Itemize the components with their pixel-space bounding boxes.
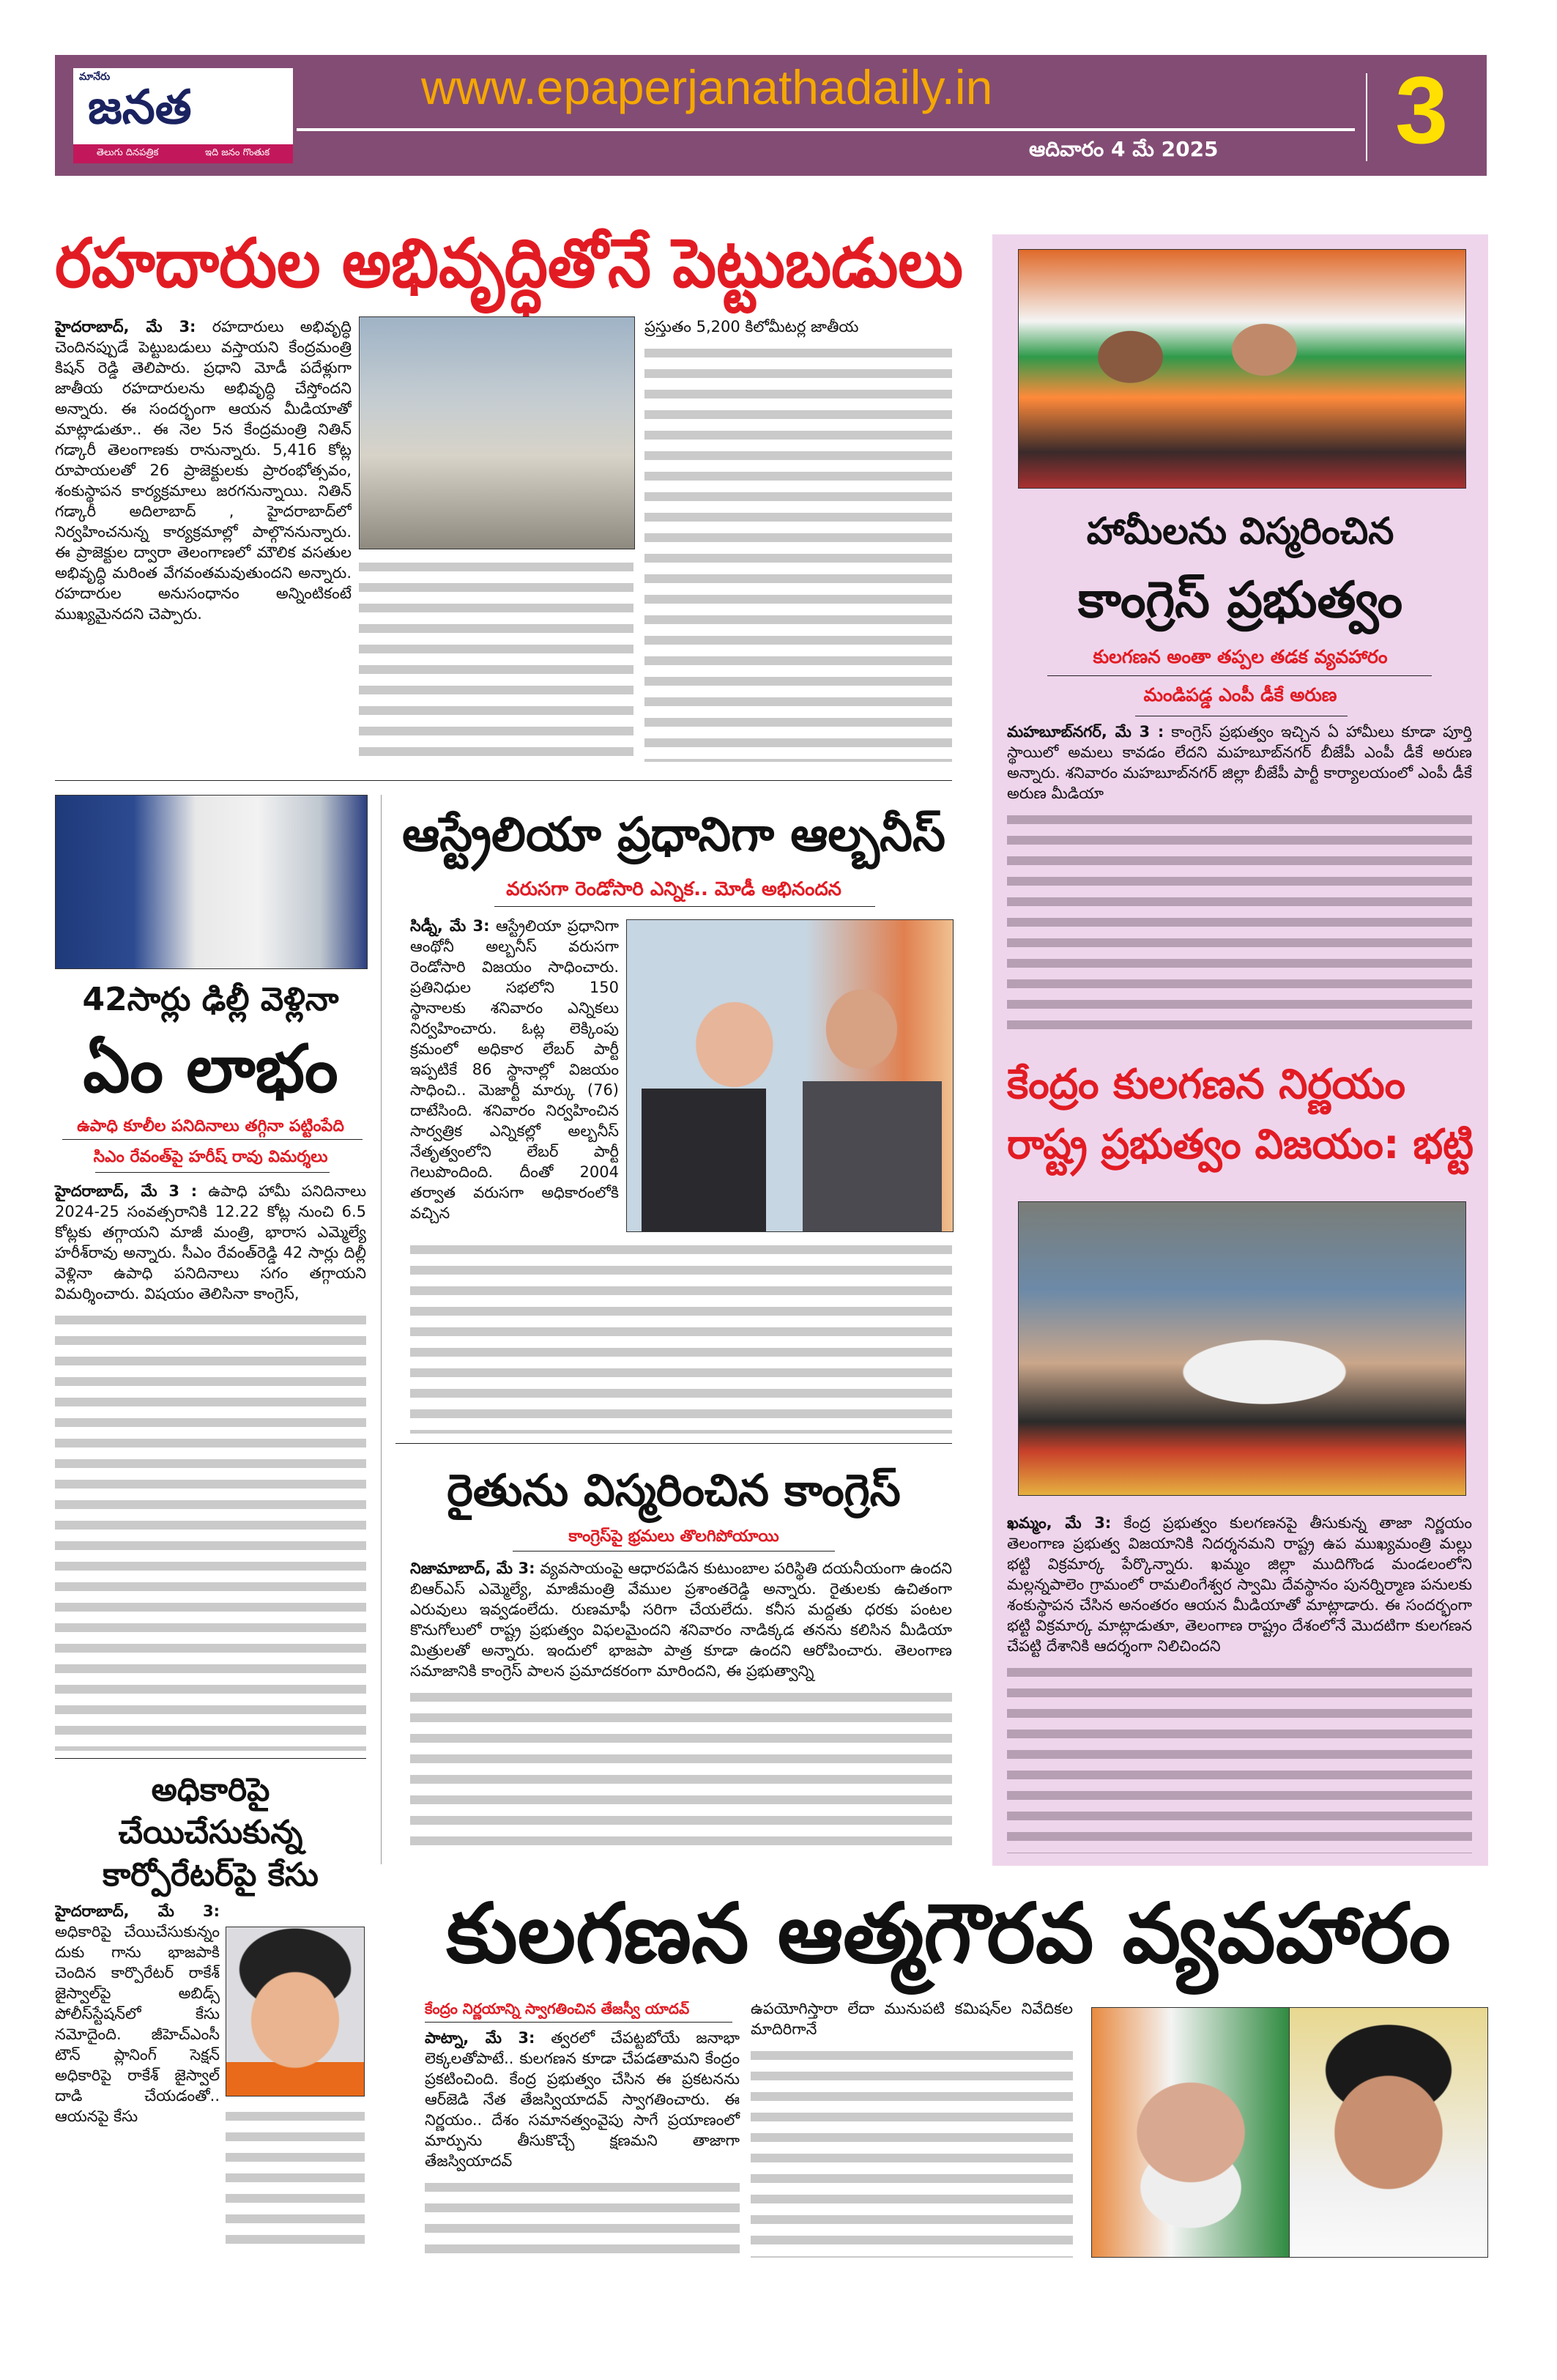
article-census-continued bbox=[425, 2177, 740, 2258]
headline-line: కేంద్రం కులగణన నిర్ణయం bbox=[1007, 1061, 1406, 1108]
divider bbox=[513, 1551, 835, 1552]
article-text: ఉపాధి హామీ పనిదినాలు 2024-25 సంవత్సరానికి 12.22 కోట్ల నుంచి 6.5 కోట్లకు తగ్గాయని మాజీ మంత్రి, భారాస ఎమ్మెల్యే హరీశ్‌రావు అన్నారు. సీఎం రేవంత్‌రెడ్డి 42 సార్లు దిల్లీ వెళ్లినా ఉపాధి పనిదినాలు సగం తగ్గాయని విమర్శించారు. విషయం తెలిసినా కాంగ్రెస్, bbox=[55, 1182, 366, 1302]
headline-text: రహదారుల అభివృద్ధితోనే పెట్టుబడులు bbox=[55, 224, 964, 303]
subhead-harish-2 bbox=[55, 1146, 366, 1168]
article-corporator-continued bbox=[226, 2106, 365, 2253]
divider bbox=[55, 1758, 366, 1759]
headline-harish bbox=[55, 1026, 366, 1113]
article-text: కాంగ్రెస్ ప్రభుత్వం ఇచ్చిన ఏ హామీలు కూడా పూర్తి స్థాయిలో అమలు కావడం లేదని మహబూబ్‌నగర్ బీజేపీ ఎంపీ డీకే అరుణ అన్నారు. శనివారం మహబూబ్‌నగర్ జిల్లా బీజేపీ పార్టీ కార్యాలయంలో ఎంపీ డీకే అరుణ మీడియా bbox=[1007, 723, 1472, 802]
article-text: అధికారిపై చేయిచేసుకున్నం దుకు గాను భాజపాకి చెందిన కార్పొరేటర్ రాకేశ్ జైస్వాల్‌పై అబిడ్స్ పోలీస్‌స్టేషన్‌లో కేసు నమోదైంది. జీహెచ్‌ఎంసీ టౌన్ ప్లానింగ్ సెక్షన్ అధికారిపై రాకేశ్ జైస్వాల్ దాడి చేయడంతో.. ఆయనపై కేసు bbox=[55, 1923, 220, 2125]
photo-dk-aruna-press-meet bbox=[1018, 249, 1466, 489]
photo-tejashwi-yadav bbox=[1289, 2007, 1488, 2258]
kicker-text: 42సార్లు ఢిల్లీ వెళ్లినా bbox=[82, 981, 339, 1018]
headline-text: ఆస్ట్రేలియా ప్రధానిగా ఆల్బనీస్ bbox=[402, 808, 945, 862]
dateline: హైదరాబాద్, మే 3: bbox=[55, 318, 196, 336]
article-roads-column3 bbox=[644, 343, 952, 762]
divider bbox=[1047, 675, 1432, 676]
article-text: రహదారులు అభివృద్ధి చెందినప్పుడే పెట్టుబడులు వస్తాయని కేంద్రమంత్రి కిషన్ రెడ్డి తెలిపారు. ప్రధాని మోడీ పదేళ్లుగా జాతీయ రహదారులను అభివృద్ధి చేస్తోందని అన్నారు. ఈ సందర్భంగా ఆయన మీడియాతో మాట్లాడుతూ.. ఈ నెల 5న కేంద్రమంత్రి నితిన్ గడ్కారీ తెలంగాణకు రానున్నారు. 5,416 కోట్ల రూపాయలతో 26 ప్రాజెక్టులకు ప్రారంభోత్సవం, శంకుస్థాపన కార్యక్రమాలు జరగనున్నాయి. నితిన్ గడ్కారీ అదిలాబాద్ , హైదరాబాద్‌లో నిర్వహించనున్న కార్యక్రమాల్లో పాల్గొననున్నారు. ఈ ప్రాజెక్టుల ద్వారా తెలంగాణలో మౌలిక వసతుల అభివృద్ధి మరింత వేగవంతమవుతుందని అన్నారు. రహదారుల అనుసంధానం అన్నింటికంటే ముఖ్యమైనదని చెప్పారు. bbox=[55, 318, 352, 623]
headline-text: హామీలను విస్మరించిన bbox=[1086, 510, 1394, 552]
article-harish-body bbox=[55, 1181, 366, 1304]
logo-tagline-band bbox=[73, 144, 293, 163]
divider bbox=[494, 906, 875, 907]
subhead-farmers bbox=[395, 1526, 952, 1548]
article-text: ఆస్ట్రేలియా ప్రధానిగా ఆంథోనీ అల్బనీస్ వరుసగా రెండోసారి విజయం సాధించారు. ప్రతినిధుల సభలోని 150 స్థానాలకు శనివారం ఎన్నికలు నిర్వహించారు. ఓట్ల లెక్కింపు క్రమంలో అధికార లేబర్ పార్టీ ఇప్పటికే 86 స్థానాల్లో విజయం సాధించి.. మెజార్టీ మార్కు (76) దాటేసింది. శనివారం నిర్వహించిన సార్వత్రిక ఎన్నికల్లో అల్బనీస్ నేతృత్వంలోని లేబర్ పార్టీ గెలుపొందింది. దీంతో 2004 తర్వాత వరుసగా అధికారంలోకి వచ్చిన bbox=[410, 917, 619, 1222]
article-bhatti-continued bbox=[1007, 1662, 1472, 1853]
photo-kishan-reddy-walk bbox=[359, 316, 635, 549]
newspaper-logo bbox=[73, 68, 293, 163]
article-bhatti-body bbox=[1007, 1513, 1472, 1656]
dateline: సిడ్నీ, మే 3: bbox=[410, 917, 490, 935]
headline-line: రాష్ట్ర ప్రభుత్వం విజయం: భట్టి bbox=[1007, 1121, 1474, 1168]
masthead-divider bbox=[297, 128, 1355, 131]
subhead-text: కులగణన అంతా తప్పల తడక వ్యవహారం bbox=[1093, 646, 1388, 667]
article-australia-continued bbox=[410, 1239, 952, 1434]
article-roads-column2 bbox=[359, 557, 633, 762]
subhead-harish-1 bbox=[55, 1116, 366, 1138]
albanese-suit bbox=[642, 1089, 766, 1232]
headline-dkaruna-1 bbox=[1007, 505, 1474, 557]
subhead-text: కేంద్రం నిర్ణయాన్ని స్వాగతించిన తేజస్వీ యాదవ్ bbox=[425, 2000, 690, 2017]
page-number: 3 bbox=[1395, 56, 1449, 163]
column-divider bbox=[381, 795, 382, 1864]
masthead-vertical-divider bbox=[1366, 73, 1367, 161]
dateline: ఖమ్మం, మే 3: bbox=[1007, 1514, 1112, 1532]
headline-dkaruna-2 bbox=[1007, 564, 1474, 637]
kicker-harish bbox=[55, 978, 366, 1022]
photo-rakesh-jaiswal bbox=[226, 1927, 365, 2097]
photo-modi bbox=[1091, 2007, 1290, 2258]
subhead-caste-census bbox=[425, 1998, 732, 2019]
dateline: పాట్నా, మే 3: bbox=[425, 2029, 535, 2047]
article-dkaruna-continued bbox=[1007, 809, 1472, 1037]
dateline: నిజామాబాద్, మే 3: bbox=[410, 1560, 535, 1577]
article-text: వ్యవసాయంపై ఆధారపడిన కుటుంబాల పరిస్థితి దయనీయంగా ఉందని బిఆర్ఎస్ ఎమ్మెల్యే, మాజీమంత్రి వేముల ప్రశాంతరెడ్డి అన్నారు. రైతులకు ఉచితంగా ఎరువులు ఇవ్వడంలేదు. రుణమాఫీ సరిగా చేయలేదు. కనీస మద్దతు ధరకు పంటల కొనుగోలులో రాష్ట్ర ప్రభుత్వం విఫలమైందని శనివారం నాడిక్కడ తనను కలిసిన మీడియా మిత్రులతో అన్నారు. ఇందులో భాజపా పాత్ర కూడా ఉందని ఆరోపించారు. తెలంగాణ సమాజానికి కాంగ్రెస్ పాలన ప్రమాదకరంగా మారిందని, ఈ ప్రభుత్వాన్ని bbox=[410, 1560, 953, 1680]
headline-text: ఏం లాభం bbox=[83, 1031, 338, 1108]
logo-name: జనత bbox=[88, 81, 192, 135]
subhead-text: సిఎం రేవంత్‌పై హరీష్ రావు విమర్శలు bbox=[93, 1148, 328, 1166]
headline-australia bbox=[395, 798, 952, 872]
article-corporator-body bbox=[55, 1901, 220, 2260]
headline-caste-census bbox=[410, 1879, 1487, 1989]
section-divider bbox=[55, 780, 952, 781]
masthead bbox=[55, 55, 1487, 176]
subhead-dkaruna-1 bbox=[1007, 645, 1474, 670]
logo-tag-right: ఇది జనం గొంతుక bbox=[205, 147, 270, 158]
article-australia-body bbox=[410, 916, 619, 1231]
modi-vest bbox=[803, 1081, 942, 1232]
headline-line: కార్పోరేటర్‌పై కేసు bbox=[103, 1856, 319, 1894]
headline-text: కులగణన ఆత్మగౌరవ వ్యవహారం bbox=[446, 1886, 1451, 1982]
dateline: మహబూబ్‌నగర్, మే 3 : bbox=[1007, 723, 1164, 741]
article-dkaruna-body bbox=[1007, 722, 1472, 804]
issue-date: ఆదివారం 4 మే 2025 bbox=[1029, 137, 1219, 161]
headline-line: అధికారిపై bbox=[151, 1771, 270, 1809]
subhead-text: ఉపాధి కూలీల పనిదినాలు తగ్గినా పట్టింపేది bbox=[77, 1117, 344, 1135]
article-census-body bbox=[425, 2028, 740, 2171]
divider bbox=[62, 1139, 363, 1140]
website-url[interactable]: www.epaperjanathadaily.in bbox=[421, 60, 993, 114]
subhead-text: మండిపడ్డ ఎంపీ డీకే అరుణ bbox=[1143, 684, 1337, 705]
subhead-text: వరుసగా రెండోసారి ఎన్నిక.. మోడీ అభినందన bbox=[506, 878, 841, 900]
subhead-dkaruna-2 bbox=[1007, 683, 1474, 708]
subhead-text: కాంగ్రెస్‌పై భ్రమలు తొలగిపోయాయి bbox=[568, 1527, 779, 1546]
divider bbox=[425, 2022, 732, 2023]
headline-text: కాంగ్రెస్ ప్రభుత్వం bbox=[1077, 571, 1403, 629]
headline-corporator bbox=[55, 1769, 366, 1897]
article-census-column2 bbox=[751, 2045, 1073, 2258]
logo-tag-left: తెలుగు దినపత్రిక bbox=[96, 147, 159, 158]
headline-line: చేయిచేసుకున్న bbox=[118, 1814, 303, 1851]
article-harish-continued bbox=[55, 1310, 366, 1751]
photo-harish-rao bbox=[55, 795, 368, 969]
logo-top-text: మానేరు bbox=[79, 71, 111, 83]
headline-bhatti bbox=[1007, 1055, 1474, 1175]
headline-roads bbox=[55, 220, 963, 308]
dateline: హైదరాబాద్, మే 3 : bbox=[55, 1182, 198, 1200]
headline-farmers bbox=[395, 1458, 952, 1524]
subhead-australia bbox=[395, 877, 952, 902]
article-farmers-body bbox=[410, 1558, 952, 1681]
dateline: హైదరాబాద్, మే 3: bbox=[55, 1902, 220, 1920]
headline-text: రైతును విస్మరించిన కాంగ్రెస్ bbox=[447, 1465, 901, 1516]
section-divider bbox=[395, 1443, 952, 1444]
article-text: త్వరలో చేపట్టబోయే జనాభా లెక్కలతోపాటే.. కులగణన కూడా చేపడతామని కేంద్రం ప్రకటించింది. కేంద్ర ప్రభుత్వం చేసిన ఈ ప్రకటనను ఆర్‌జెడి నేత తేజస్వియాదవ్ స్వాగతించారు. ఈ నిర్ణయం.. దేశం సమానత్వంవైపు సాగే ప్రయాణంలో మార్పును తీసుకొచ్చే క్షణమని తాజాగా తేజస్వియాదవ్ bbox=[425, 2029, 740, 2170]
article-roads-body bbox=[55, 316, 352, 763]
divider bbox=[95, 1172, 330, 1173]
photo-albanese-modi bbox=[626, 919, 954, 1232]
photo-bhatti-vikramarka bbox=[1018, 1201, 1466, 1496]
article-farmers-continued bbox=[410, 1687, 952, 1853]
article-text: కేంద్ర ప్రభుత్వం కులగణనపై తీసుకున్న తాజా నిర్ణయం తెలంగాణ ప్రభుత్వ విజయానికి నిదర్శనమని రాష్ట్ర ఉప ముఖ్యమంత్రి మల్లు భట్టి విక్రమార్క పేర్కొన్నారు. ఖమ్మం జిల్లా ముదిగొండ మండలంలోని మల్లన్నపాలెం గ్రామంలో రామలింగేశ్వర స్వామి దేవస్థానం పునర్నిర్మాణ పనులకు శంకుస్థాపన చేసిన అనంతరం ఆయన మీడియాతో మాట్లాడారు. ఈ సందర్భంగా భట్టి విక్రమార్క మాట్లాడుతూ, తెలంగాణ రాష్ట్రం దేశంలోనే మొదటిగా కులగణన చేపట్టి దేశానికి ఆదర్శంగా నిలిచిందని bbox=[1007, 1514, 1472, 1655]
article-census-column2-start: ఉపయోగిస్తారా లేదా మునుపటి కమిషన్‌ల నివేదికల మాదిరిగానే bbox=[751, 2000, 1073, 2038]
article-roads-column3-start: ప్రస్తుతం 5,200 కిలోమీటర్ల జాతీయ bbox=[644, 318, 859, 336]
